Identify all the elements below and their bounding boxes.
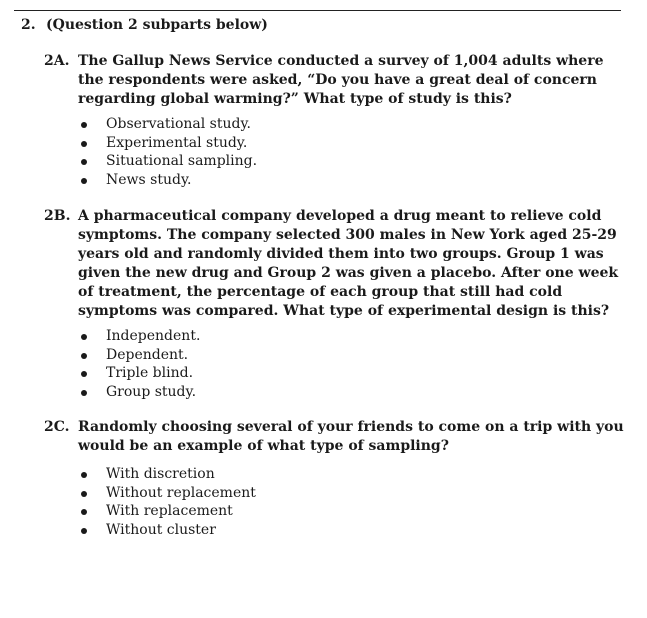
option-text: Observational study.	[106, 116, 251, 132]
option-text: News study.	[106, 171, 192, 188]
options-list	[78, 327, 624, 401]
bullet-icon	[81, 491, 87, 497]
option-item[interactable]	[78, 115, 624, 134]
bullet-icon	[81, 334, 87, 340]
bullet-icon	[81, 472, 87, 478]
option-text: Without cluster	[106, 521, 216, 538]
option-item[interactable]	[78, 327, 624, 346]
bullet-icon	[81, 528, 87, 534]
bullet-icon	[81, 122, 87, 128]
subpart-label: 2B.	[44, 208, 71, 224]
subpart-label: 2A.	[44, 53, 70, 69]
subpart-2c	[44, 418, 624, 539]
option-item[interactable]	[78, 134, 624, 153]
option-text: Triple blind.	[106, 365, 194, 382]
options-list	[78, 115, 624, 189]
subpart-question: The Gallup News Service conducted a survey of 1,004 adults where the respondents were asked, “Do you have a great deal of concern regarding global warming?” What type of study is this?	[78, 53, 604, 107]
bullet-icon	[81, 141, 87, 147]
option-item[interactable]	[78, 364, 624, 383]
option-text: Experimental study.	[106, 134, 248, 151]
option-text: Situational sampling.	[106, 153, 258, 170]
subpart-label: 2C.	[44, 419, 70, 435]
option-text: Group study.	[106, 383, 197, 400]
question-number: 2.	[21, 17, 36, 33]
bullet-icon	[81, 353, 87, 359]
subpart-question: Randomly choosing several of your friends to come on a trip with you would be an example of what type of sampling?	[78, 419, 624, 454]
question-header	[21, 16, 268, 35]
bullet-icon	[81, 390, 87, 396]
option-item[interactable]	[78, 152, 624, 171]
option-item[interactable]	[78, 383, 624, 402]
subpart-question: A pharmaceutical company developed a drug meant to relieve cold symptoms. The company selected 300 males in New York aged 25-29 years old and randomly divided them into two groups. Group 1 was given the new drug and Group 2 was given a placebo. After one week of treatment, the percentage of each group that still had cold symptoms was compared. What type of experimental design is this?	[78, 208, 619, 319]
option-item[interactable]	[78, 346, 624, 365]
bullet-icon	[81, 159, 87, 165]
bullet-icon	[81, 371, 87, 377]
option-text: With replacement	[106, 503, 233, 520]
subpart-2a	[44, 52, 624, 189]
option-item[interactable]	[78, 502, 624, 521]
option-text: Without replacement	[106, 484, 256, 501]
option-item[interactable]	[78, 521, 624, 540]
top-divider	[14, 10, 621, 11]
option-item[interactable]	[78, 484, 624, 503]
question-title: (Question 2 subparts below)	[46, 17, 268, 33]
bullet-icon	[81, 509, 87, 515]
subpart-2b	[44, 207, 624, 401]
option-item[interactable]	[78, 171, 624, 190]
option-text: Independent.	[106, 328, 201, 344]
bullet-icon	[81, 178, 87, 184]
option-text: Dependent.	[106, 346, 189, 363]
option-item[interactable]	[78, 465, 624, 484]
option-text: With discretion	[106, 466, 215, 482]
options-list	[78, 465, 624, 539]
